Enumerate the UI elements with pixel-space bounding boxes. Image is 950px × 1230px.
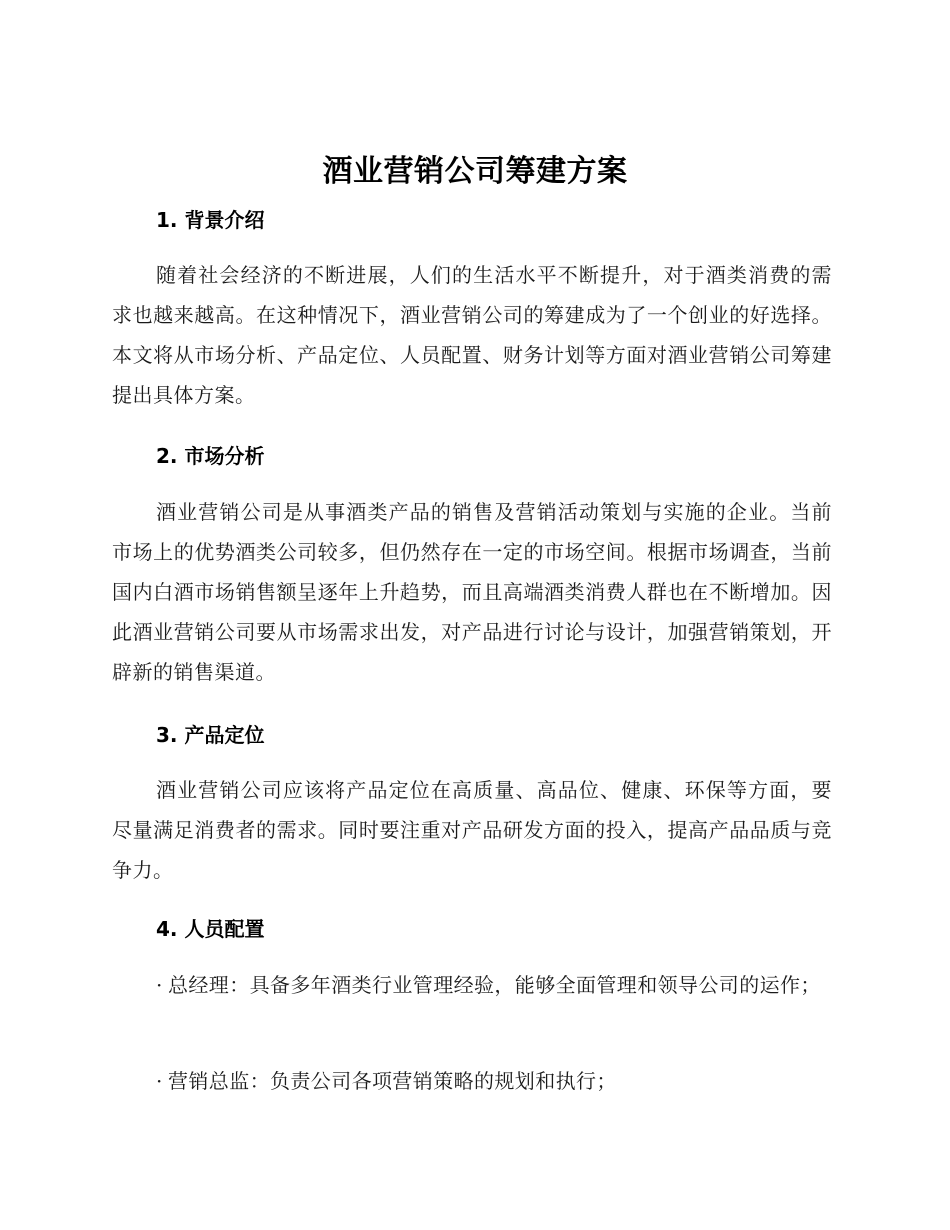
paragraph-text: 酒业营销公司应该将产品定位在高质量、高品位、健康、环保等方面，要尽量满足消费者的需求。同时要注重对产品研发方面的投入，提高产品品质与竞争力。: [112, 778, 832, 882]
section-heading-background: 1. 背景介绍: [156, 208, 265, 232]
document-title: 酒业营销公司筹建方案: [322, 154, 628, 189]
section-paragraph-market-analysis: [112, 492, 832, 692]
bullet-mark: ·: [156, 1069, 163, 1093]
section-heading-product-positioning: 3. 产品定位: [156, 723, 265, 747]
bullet-item-general-manager: [112, 965, 832, 1005]
bullet-item-marketing-director: [112, 1061, 832, 1101]
section-heading-market-analysis: 2. 市场分析: [156, 444, 265, 468]
section-paragraph-product-positioning: [112, 770, 832, 890]
paragraph-text: 随着社会经济的不断进展，人们的生活水平不断提升，对于酒类消费的需求也越来越高。在这种情况下，酒业营销公司的筹建成为了一个创业的好选择。本文将从市场分析、产品定位、人员配置、财务计划等方面对酒业营销公司筹建提出具体方案。: [112, 263, 832, 407]
bullet-mark: ·: [156, 973, 163, 997]
paragraph-text: 酒业营销公司是从事酒类产品的销售及营销活动策划与实施的企业。当前市场上的优势酒类公司较多，但仍然存在一定的市场空间。根据市场调查，当前国内白酒市场销售额呈逐年上升趋势，而且高端酒类消费人群也在不断增加。因此酒业营销公司要从市场需求出发，对产品进行讨论与设计，加强营销策划，开辟新的销售渠道。: [112, 500, 832, 684]
section-paragraph-background: [112, 255, 832, 415]
bullet-text: 营销总监：负责公司各项营销策略的规划和执行；: [168, 1069, 617, 1093]
section-heading-staffing: 4. 人员配置: [156, 917, 265, 941]
bullet-text: 总经理：具备多年酒类行业管理经验，能够全面管理和领导公司的运作；: [168, 973, 821, 997]
